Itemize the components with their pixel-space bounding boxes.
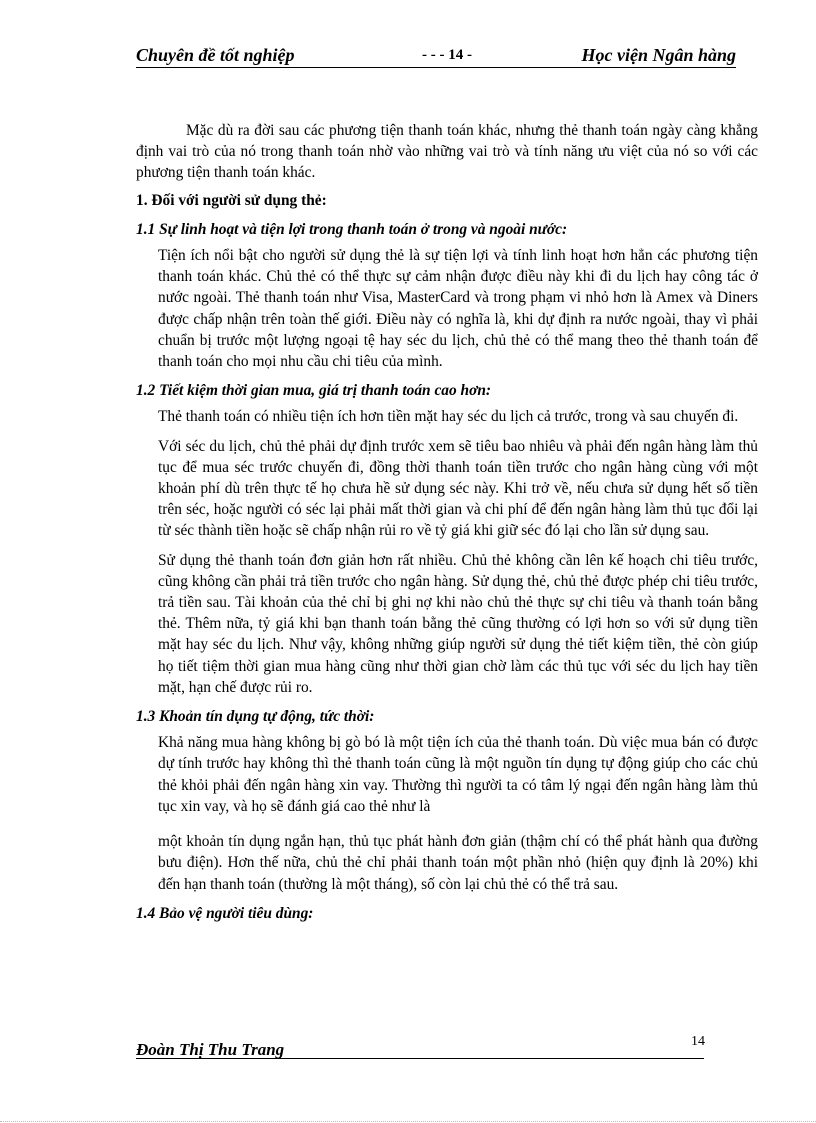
page-header <box>136 45 736 68</box>
section-1-2-paragraph-1: Thẻ thanh toán có nhiều tiện ích hơn tiền mặt hay séc du lịch cả trước, trong và sau chuyến đi. <box>158 408 739 426</box>
header-page-marker: - - - 14 - <box>422 47 472 63</box>
footer-page-number: 14 <box>691 1034 705 1049</box>
section-1-3-heading: 1.3 Khoản tín dụng tự động, tức thời: <box>136 708 375 726</box>
section-1-1-paragraph: Tiện ích nổi bật cho người sử dụng thẻ là sự tiện lợi và tính linh hoạt hơn hẳn các phương tiện thanh toán khác. Chủ thẻ có thể thực sự cảm nhận được điều này khi đi du lịch hay công tác ở nước ngoài. Thẻ thanh toán như Visa, MasterCard và trong phạm vi nhỏ hơn là Amex và Diners được chấp nhận trên toàn thế giới. Điều này có nghĩa là, khi dự định ra nước ngoài, thay vì phải chuẩn bị trước một lượng ngoại tệ hay séc du lịch, chủ thẻ có thể mang theo thẻ thanh toán để thanh toán cho mọi nhu cầu chi tiêu của mình. <box>158 247 758 371</box>
footer-rule <box>136 1058 704 1059</box>
section-1-2-paragraph-2: Với séc du lịch, chủ thẻ phải dự định trước xem sẽ tiêu bao nhiêu và phải đến ngân hàng làm thủ tục để mua séc trước chuyến đi, đồng thời thanh toán tiền trước cho ngân hàng cùng với một khoản phí dù trên thực tế họ chưa hề sử dụng séc này. Khi trở về, nếu chưa sử dụng hết số tiền trên séc, hoặc người có séc lại phải mất thời gian và chi phí để đến ngân hàng làm thủ tục đổi lại từ séc thành tiền hoặc sẽ chấp nhận rủi ro về tỷ giá khi giữ séc đó lại cho lần sử dụng sau. <box>158 437 758 540</box>
footer-author: Đoàn Thị Thu Trang <box>136 1040 285 1059</box>
section-1-3-paragraph-1: Khả năng mua hàng không bị gò bó là một tiện ích của thẻ thanh toán. Dù việc mua bán có được dự tính trước hay không thì thẻ thanh toán cũng là một nguồn tín dụng tự động giúp cho các chủ thẻ khỏi phải đến ngân hàng xin vay. Thường thì người ta có tâm lý ngại đến ngân hàng làm thủ tục xin vay, và họ sẽ đánh giá cao thẻ như là <box>158 734 758 815</box>
section-1-heading: 1. Đối với người sử dụng thẻ: <box>136 191 327 209</box>
section-1-2-paragraph-3: Sử dụng thẻ thanh toán đơn giản hơn rất nhiều. Chủ thẻ không cần lên kế hoạch chi tiêu trước, cũng không cần phải trả tiền trước cho ngân hàng. Sử dụng thẻ, chủ thẻ được phép chi tiêu trước, trả tiền sau. Tài khoản của thẻ chỉ bị ghi nợ khi nào chủ thẻ thực sự chi tiêu và thanh toán bằng thẻ. Thêm nữa, tỷ giá khi bạn thanh toán bằng thẻ cũng thường có lợi hơn so với sử dụng tiền mặt hay séc du lịch. Như vậy, không những giúp người sử dụng thẻ tiết kiệm tiền, thẻ còn giúp họ tiết tiệm thời gian mua hàng cũng như thời gian chờ làm các thủ tục với séc du lịch hay tiền mặt, hạn chế được rủi ro. <box>158 551 758 696</box>
header-institution: Học viện Ngân hàng <box>581 45 736 65</box>
intro-paragraph: Mặc dù ra đời sau các phương tiện thanh toán khác, nhưng thẻ thanh toán ngày càng khẳng định vai trò của nó trong thanh toán nhờ vào những vai trò và tính năng ưu việt của nó so với các phương tiện thanh toán khác. <box>136 122 758 182</box>
header-title: Chuyên đề tốt nghiệp <box>136 45 295 65</box>
section-1-1-heading: 1.1 Sự linh hoạt và tiện lợi trong thanh toán ở trong và ngoài nước: <box>136 220 568 238</box>
section-1-4-heading: 1.4 Bảo vệ người tiêu dùng: <box>136 904 314 922</box>
page-bottom-edge <box>0 1121 816 1122</box>
section-1-3-paragraph-2: một khoản tín dụng ngắn hạn, thủ tục phát hành đơn giản (thậm chí có thể phát hành qua đường bưu điện). Hơn thế nữa, chủ thẻ chỉ phải thanh toán một phần nhỏ (hiện quy định là 20%) khi đến hạn thanh toán (thường là một tháng), số còn lại chủ thẻ có thể trả sau. <box>158 833 758 893</box>
section-1-2-heading: 1.2 Tiết kiệm thời gian mua, giá trị thanh toán cao hơn: <box>136 382 492 400</box>
document-body <box>136 120 758 929</box>
